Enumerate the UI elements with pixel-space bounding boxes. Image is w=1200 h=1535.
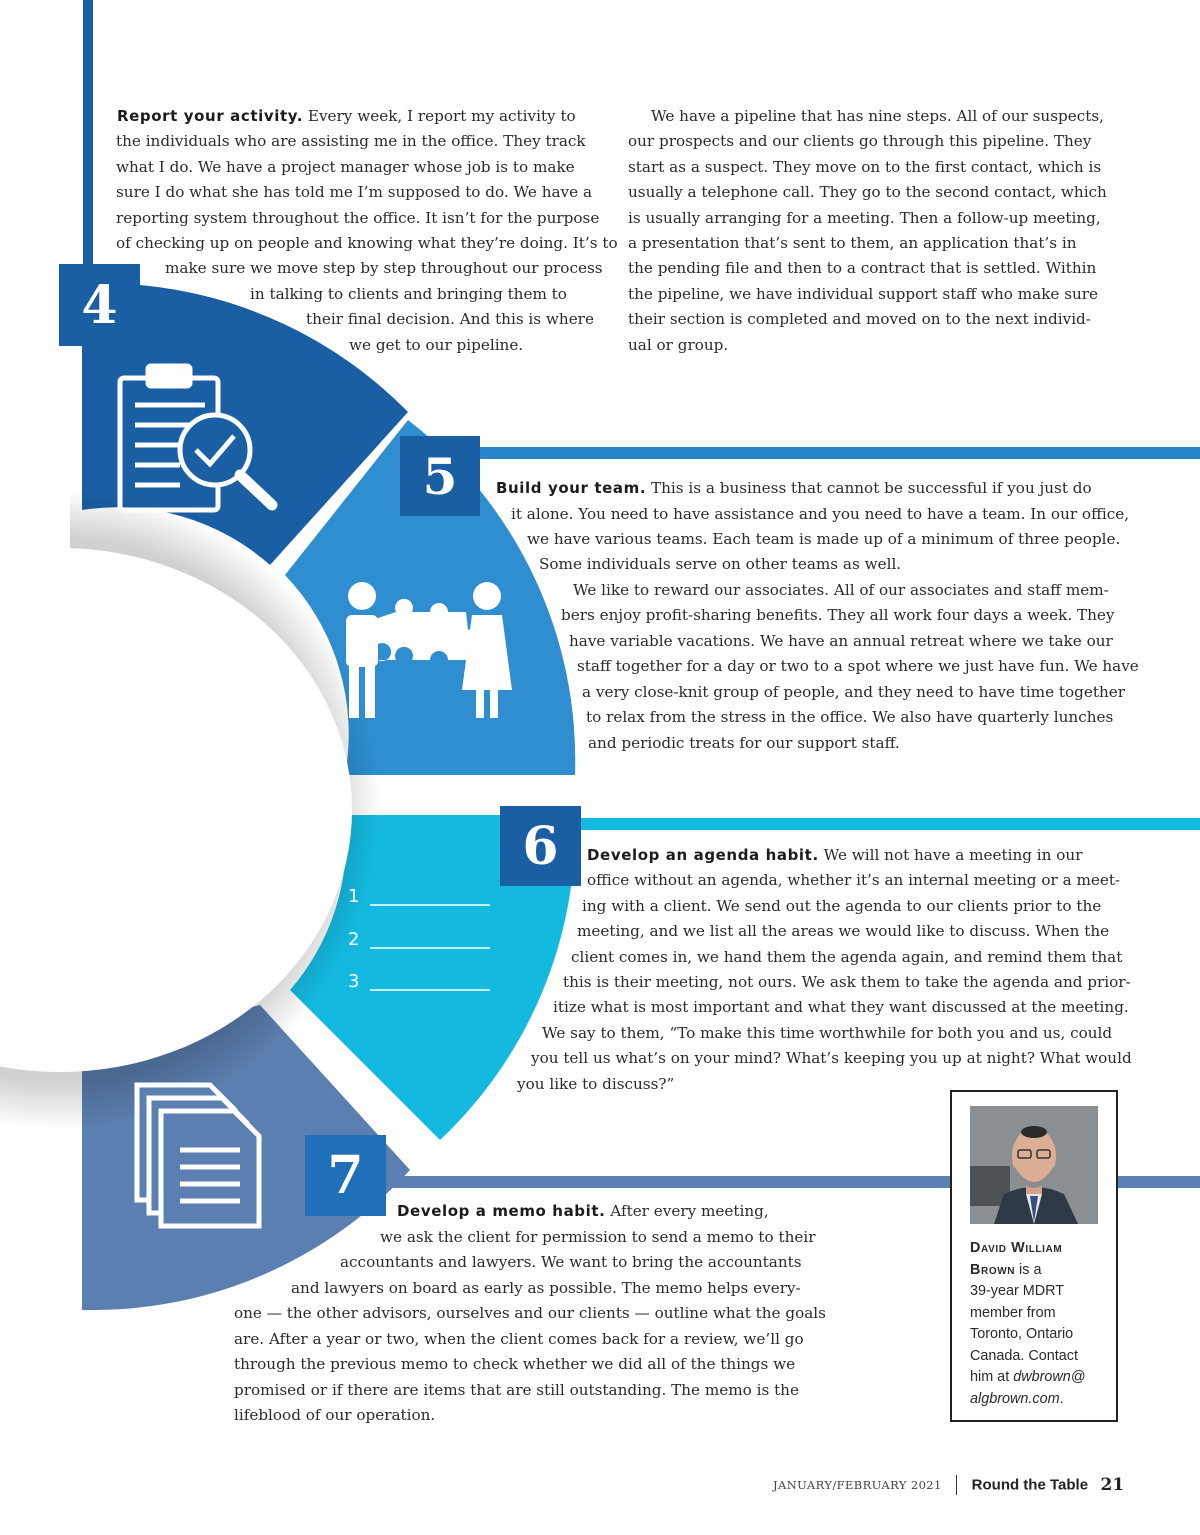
issue-date: JANUARY/FEBRUARY 2021 — [773, 1478, 942, 1492]
section-number-7: 7 — [305, 1135, 386, 1216]
text-line: meeting, and we list all the areas we would like to discuss. When the — [577, 922, 1110, 940]
section-7-rule — [385, 1176, 951, 1188]
text-line: start as a suspect. They move on to the first contact, which is — [628, 158, 1102, 176]
text-line: bers enjoy profit-sharing benefits. They all work four days a week. They — [561, 606, 1115, 624]
section-6-heading: Develop an agenda habit. — [587, 846, 819, 864]
text-line: office without an agenda, whether it’s an internal meeting or a meet- — [587, 871, 1121, 889]
text-line: is usually arranging for a meeting. Then a follow-up meeting, — [628, 209, 1101, 227]
text-line: it alone. You need to have assistance and you need to have a team. In our office, — [511, 505, 1130, 523]
section-number-6: 6 — [500, 806, 581, 886]
text-line: of checking up on people and knowing what they’re doing. It’s to — [116, 234, 618, 252]
bio-text: Toronto, Ontario — [970, 1326, 1074, 1342]
text-line: the pipeline, we have individual support staff who make sure — [628, 285, 1099, 303]
text-line: we have various teams. Each team is made up of a minimum of three people. — [527, 530, 1121, 548]
text-line: This is a business that cannot be successful if you just do — [646, 479, 1092, 497]
bio-text: 39-year MDRT — [970, 1283, 1065, 1299]
section-6-rule — [580, 818, 1200, 830]
footer-divider — [956, 1475, 957, 1495]
checklist-item-3: 3 — [348, 971, 360, 992]
text-line: in talking to clients and bringing them to — [250, 285, 567, 303]
section-5-heading: Build your team. — [496, 479, 647, 497]
text-line: you tell us what’s on your mind? What’s keeping you up at night? What would — [531, 1049, 1132, 1067]
text-line: Some individuals serve on other teams as well. — [539, 555, 902, 573]
text-line: We will not have a meeting in our — [818, 846, 1083, 864]
text-line: lifeblood of our operation. — [234, 1406, 436, 1424]
text-line: we ask the client for permission to send a memo to their — [380, 1228, 816, 1246]
text-line: make sure we move step by step throughout our process — [165, 259, 603, 277]
vertical-rule — [83, 0, 93, 290]
text-line: We have a pipeline that has nine steps. All of our suspects, — [651, 107, 1104, 125]
text-line: to relax from the stress in the office. We also have quarterly lunches — [586, 708, 1114, 726]
text-line: We say to them, “To make this time worthwhile for both you and us, could — [542, 1024, 1113, 1042]
author-name-last: Brown — [970, 1261, 1016, 1278]
text-line: Every week, I report my activity to — [303, 107, 576, 125]
text-line: and periodic treats for our support staff. — [588, 734, 900, 752]
author-name: David William — [970, 1240, 1063, 1256]
text-line: sure I do what she has told me I’m supposed to do. We have a — [116, 183, 593, 201]
author-photo — [970, 1106, 1098, 1224]
text-line: promised or if there are items that are still outstanding. The memo is the — [234, 1381, 799, 1399]
text-line: we get to our pipeline. — [349, 336, 524, 354]
section-number-5: 5 — [400, 436, 480, 516]
text-line: ing with a client. We send out the agenda to our clients prior to the — [582, 897, 1102, 915]
text-line: itize what is most important and what they want discussed at the meeting. — [553, 998, 1129, 1016]
text-line: ual or group. — [628, 336, 729, 354]
section-5-rule — [480, 447, 1200, 459]
publication-name: Round the Table — [971, 1476, 1089, 1494]
bio-text: . — [1059, 1390, 1064, 1407]
text-line: through the previous memo to check whether we did all of the things we — [234, 1355, 796, 1373]
text-line: staff together for a day or two to a spot where we just have fun. We have — [577, 657, 1139, 675]
text-line: We like to reward our associates. All of our associates and staff mem- — [573, 581, 1109, 599]
text-line: After every meeting, — [605, 1202, 769, 1220]
author-email-link[interactable]: dwbrown@ — [1013, 1369, 1086, 1385]
bio-text: him at — [970, 1369, 1014, 1385]
text-line: what I do. We have a project manager whose job is to make — [116, 158, 575, 176]
text-line: a presentation that’s sent to them, an application that’s in — [628, 234, 1077, 252]
author-bio-box — [950, 1090, 1118, 1422]
checklist-item-2: 2 — [348, 929, 360, 950]
section-7-heading: Develop a memo habit. — [397, 1202, 606, 1220]
text-line: have variable vacations. We have an annual retreat where we take our — [569, 632, 1113, 650]
text-line: are. After a year or two, when the client comes back for a review, we’ll go — [234, 1330, 804, 1348]
bio-text: is a — [1015, 1261, 1042, 1278]
page-number: 21 — [1100, 1475, 1125, 1495]
text-line: this is their meeting, not ours. We ask them to take the agenda and prior- — [563, 973, 1131, 991]
text-line: and lawyers on board as early as possible. The memo helps every- — [291, 1279, 801, 1297]
checklist-item-1: 1 — [348, 886, 360, 907]
section-number-4: 4 — [59, 264, 140, 346]
text-line: accountants and lawyers. We want to bring the accountants — [340, 1253, 802, 1271]
text-line: you like to discuss?” — [517, 1075, 675, 1093]
text-line: our prospects and our clients go through this pipeline. They — [628, 132, 1092, 150]
text-line: one — the other advisors, ourselves and our clients — outline what the goals — [234, 1304, 826, 1322]
page-footer — [773, 1475, 1124, 1499]
text-line: the individuals who are assisting me in the office. They track — [116, 132, 586, 150]
text-line: the pending file and then to a contract that is settled. Within — [628, 259, 1097, 277]
bio-text: Canada. Contact — [970, 1347, 1079, 1364]
text-line: reporting system throughout the office. It isn’t for the purpose — [116, 209, 600, 227]
bio-text: member from — [970, 1304, 1056, 1321]
author-email-link-cont[interactable]: algbrown.com — [970, 1390, 1060, 1407]
text-line: a very close-knit group of people, and they need to have time together — [582, 683, 1125, 701]
section-4-heading: Report your activity. — [117, 107, 304, 125]
text-line: client comes in, we hand them the agenda again, and remind them that — [571, 948, 1123, 966]
text-line: usually a telephone call. They go to the second contact, which — [628, 183, 1107, 201]
text-line: their section is completed and moved on to the next individ- — [628, 310, 1091, 328]
text-line: their final decision. And this is where — [306, 310, 594, 328]
